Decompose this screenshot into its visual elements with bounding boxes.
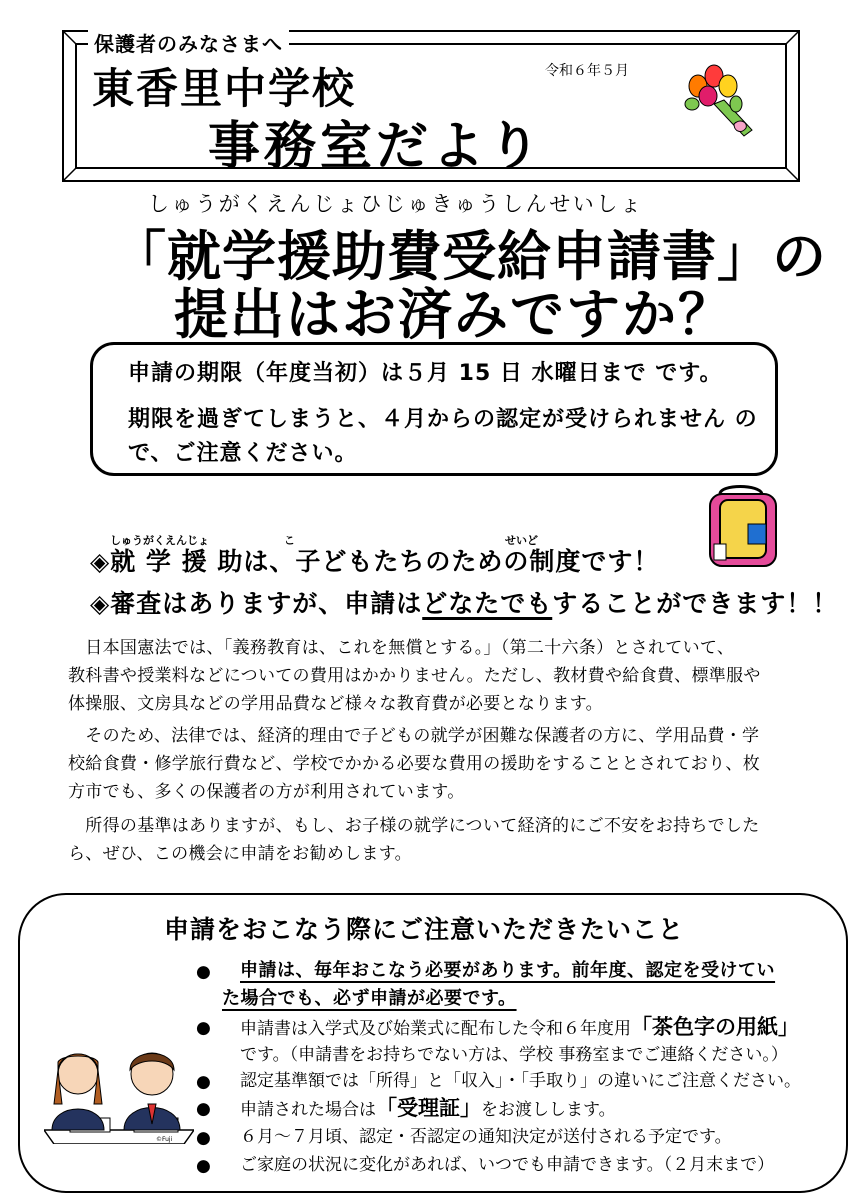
note-item-1a-text: 申請は、毎年おこなう必要があります。前年度、認定を受けてい [240, 960, 776, 981]
bullet: ● [196, 1018, 211, 1038]
highlight-line-2 [90, 584, 838, 620]
highlight-line-1: ◈就 学 援 助は、子どもたちのための制度です！ [90, 547, 660, 576]
note-item-2a-text: 申請書は入学式及び始業式に配布した令和６年度用 [240, 1019, 631, 1039]
note-item-2a-key: 「茶色字の用紙」 [631, 1015, 799, 1039]
paragraph-1 [68, 634, 761, 718]
bullet: ● [196, 1099, 211, 1119]
image-credit: ©Fuji [156, 1136, 173, 1143]
bullet: ● [196, 1156, 211, 1176]
paragraph-line: 校給食費・修学旅行費など、学校でかかる必要な費用の援助をすることとされており、枚 [68, 754, 760, 774]
highlight-ruby-1: しゅうがくえんじょ [110, 534, 209, 547]
note-item-3: 認定基準額では「所得」と「収入」・「手取り」の違いにご注意ください。 [240, 1071, 801, 1091]
deadline-line-2: 期限を過ぎてしまうと、４月からの認定が受けられません の [128, 407, 758, 432]
note-item-1a [240, 958, 775, 984]
title-ruby: しゅうがくえんじょひじゅきゅうしんせいしょ [148, 192, 644, 216]
note-item-4-post: をお渡しします。 [481, 1100, 616, 1120]
note-item-2a [240, 1014, 799, 1042]
highlight-ruby-2: こ [284, 534, 295, 547]
note-item-4 [240, 1095, 616, 1123]
deadline-line-3: で、ご注意ください。 [128, 441, 358, 466]
notes-title: 申請をおこなう際にご注意いただきたいこと [164, 915, 685, 944]
note-item-2b: です。（申請書をお持ちでない方は、学校 事務室までご連絡ください。） [240, 1045, 788, 1065]
paragraph-line: そのため、法律では、経済的理由で子どもの就学が困難な保護者の方に、学用品費・学 [68, 726, 760, 746]
highlight-line-2-emphasis: どなたでも [422, 589, 553, 618]
paragraph-3 [68, 812, 760, 868]
greeting: 保護者のみなさまへ [88, 28, 289, 57]
school-name: 東香里中学校 [92, 64, 357, 113]
paragraph-line: 所得の基準はありますが、もし、お子様の就学について経済的にご不安をお持ちでした [68, 816, 760, 836]
paragraph-line: 体操服、文房具などの学用品費など様々な教育費が必要となります。 [68, 694, 603, 714]
highlight-ruby-3: せいど [505, 534, 538, 547]
bullet: ● [196, 962, 211, 982]
title-line-2: 提出はお済みですか？ [174, 283, 734, 346]
newsletter-title: 事務室だより [208, 117, 545, 177]
bullet: ● [196, 1128, 211, 1148]
school-backpack-icon [700, 484, 784, 570]
paragraph-line: 方市でも、多くの保護者の方が利用されています。 [68, 782, 465, 802]
bullet: ● [196, 1072, 211, 1092]
students-studying-illustration [44, 1044, 194, 1144]
paragraph-line: ら、ぜひ、この機会に申請をお勧めします。 [68, 844, 412, 864]
note-item-1b [222, 986, 517, 1012]
flower-bouquet-icon [684, 64, 758, 144]
issue-date: 令和６年５月 [545, 63, 629, 79]
paragraph-line: 日本国憲法では、「義務教育は、これを無償とする。」（第二十六条）とされていて、 [68, 638, 735, 658]
highlight-line-2-post: することができます！！ [552, 589, 839, 618]
title-line-1: 「就学援助費受給申請書」の [112, 225, 827, 288]
note-item-5: ６月～７月頃、認定・否認定の通知決定が送付される予定です。 [240, 1127, 732, 1147]
note-item-4-key: 「受理証」 [376, 1096, 481, 1120]
paragraph-2 [68, 722, 760, 806]
paragraph-line: 教科書や授業料などについての費用はかかりません。ただし、教材費や給食費、標準服や [68, 666, 761, 686]
note-item-4-pre: 申請された場合は [240, 1100, 376, 1120]
note-item-1b-text: た場合でも、必ず申請が必要です。 [222, 988, 517, 1009]
note-item-6: ご家庭の状況に変化があれば、いつでも申請できます。（２月末まで） [240, 1155, 775, 1175]
highlight-line-2-pre: ◈審査はありますが、申請は [90, 589, 423, 618]
deadline-line-1: 申請の期限（年度当初）は５月 15 日 水曜日まで です。 [128, 361, 723, 386]
